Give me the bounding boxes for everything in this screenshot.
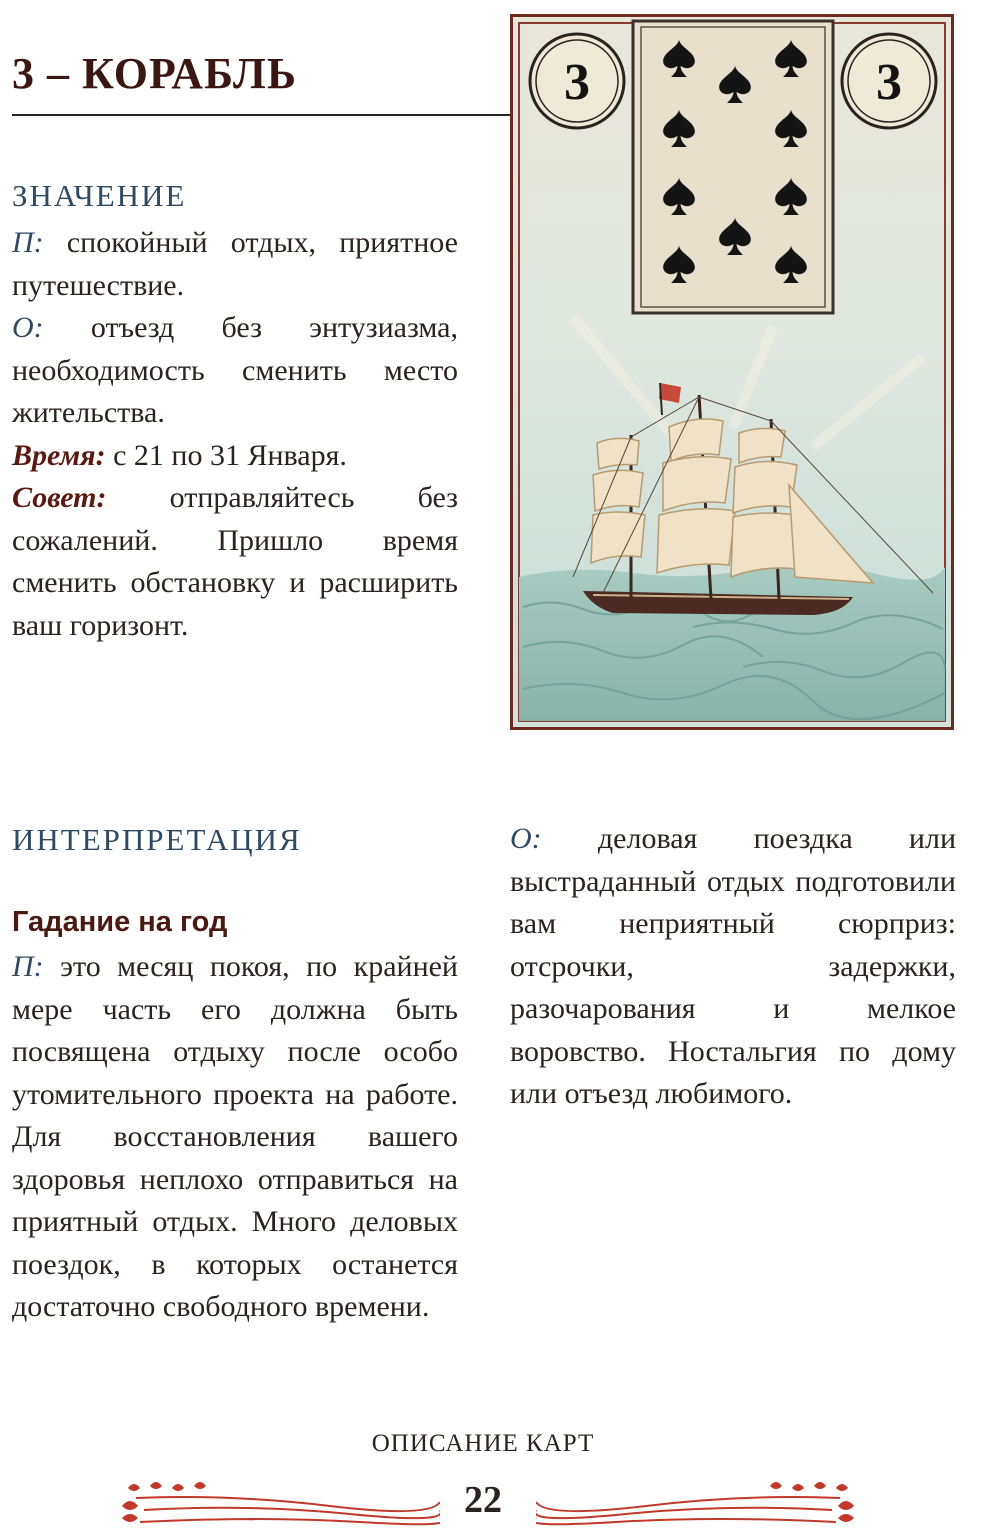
page-title: 3 – КОРАБЛЬ [12,49,297,98]
right-ornament-icon [536,1476,866,1528]
interpretation-columns [12,818,956,1342]
positive-label: П: [12,226,44,259]
advice-label: Совет: [12,481,107,514]
ship-card [510,14,954,730]
meaning-positive [12,222,458,307]
meaning-time [12,435,458,478]
corner-badge-left [530,34,624,128]
title-divider [12,114,510,116]
negative-text: отъезд без энтузиазма, необходимость сменить место жительства. [12,311,458,429]
negative-label: О: [12,311,44,344]
left-ornament-icon [110,1476,440,1528]
meaning-negative [12,307,458,435]
ship-card-illustration [513,17,951,727]
positive-text: это месяц покоя, по крайней мере часть его должна быть посвящена отдыху после особо утомительного проекта на работе. Для восстановления вашего здоровья неплохо отправиться на приятный отдых. Много деловых поездок, в которых останется достаточно свободного времени. [12,950,458,1323]
page-number: 22 [464,1479,502,1521]
negative-label: О: [510,822,542,855]
positive-label: П: [12,950,44,983]
column-spacer [12,818,458,946]
advice-text: отправляйтесь без сожалений. Пришло время сменить обстановку и расширить ваш горизонт. [12,481,458,642]
interpretation-negative [510,818,956,1116]
card-number-left: 3 [564,54,590,111]
meaning-heading: ЗНАЧЕНИЕ [12,178,187,213]
negative-text: деловая поездка или выстраданный отдых подготовили вам неприятный сюрприз: отсрочки, задержки, разочарования и мелкое воровство. Ностальгия по дому или отъезд любимого. [510,822,956,1110]
time-text: с 21 по 31 Января. [105,438,347,472]
interpretation-positive [12,946,458,1329]
corner-badge-right [842,34,936,128]
positive-text: спокойный отдых, приятное путешествие. [12,226,458,302]
yearly-reading-subheading: Гадание на год [12,906,228,938]
meaning-advice [12,477,458,647]
footer-section-label: ОПИСАНИЕ КАРТ [371,1430,595,1457]
meaning-block [12,222,458,647]
interpretation-heading: ИНТЕРПРЕТАЦИЯ [12,822,302,857]
card-number-right: 3 [876,54,902,111]
time-label: Время: [12,438,106,472]
